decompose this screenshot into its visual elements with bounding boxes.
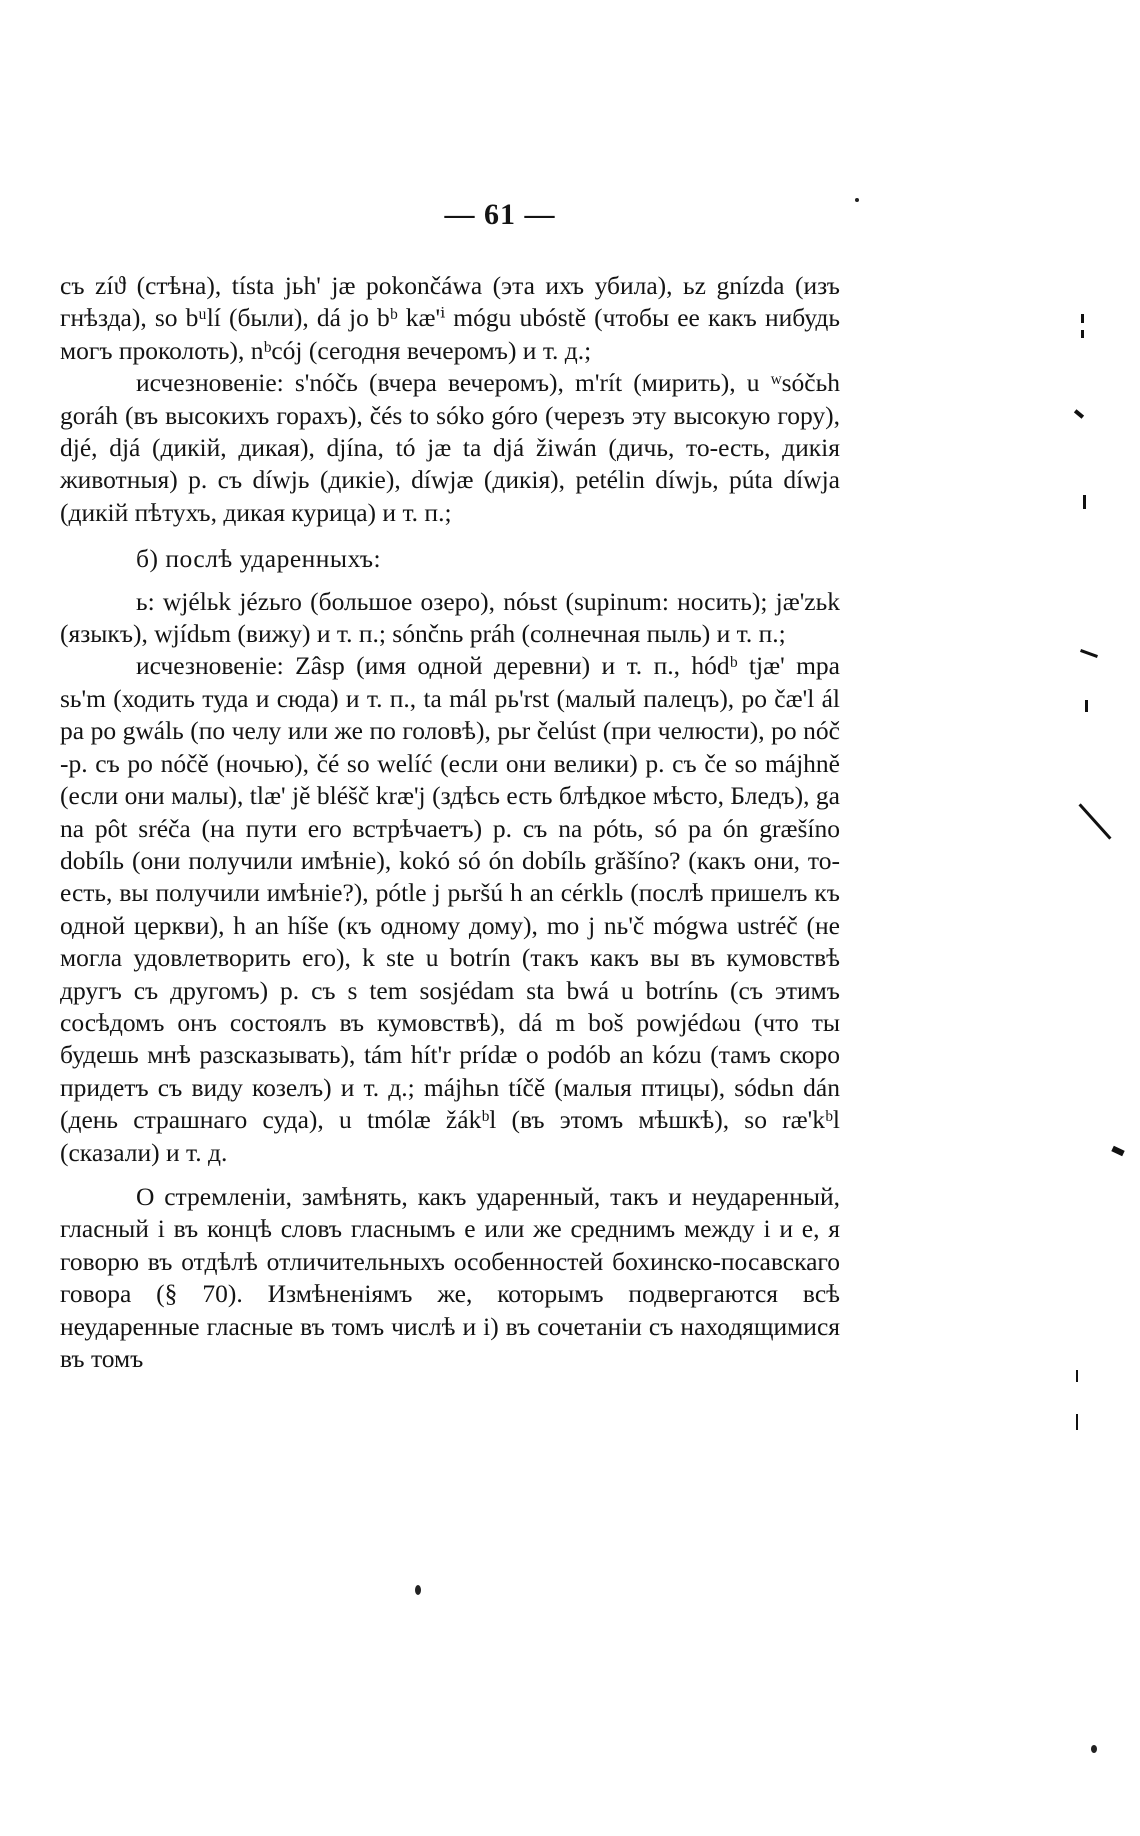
scan-mark: [1083, 495, 1086, 509]
paragraph-2: исчезновеніе: s'nóčь (вчера вечеромъ), m'rít (мирить), u ʷsóčьh goráh (въ высокихъ горахъ), čés to sóko góro (черезъ эту высокую гору), djé, djá (дикій, дикая), djína, tó jæ ta djá žiwán (дичь, то-есть, дикія животныя) р. съ díwjь (дикіе), díwjæ (дикія), petélin díwjь, púta díwja (дикій пѣтухъ, дикая курица) и т. п.;: [60, 368, 840, 527]
scan-mark: [1081, 330, 1084, 338]
scan-mark: [1076, 1370, 1078, 1382]
page-number: — 61 —: [444, 198, 556, 231]
scan-mark: [1076, 1414, 1078, 1430]
paragraph-5: О стремленіи, замѣнять, какъ ударенный, такъ и неударенный, гласный i въ концѣ словъ гласнымъ e или же среднимъ между i и e, я говорю въ отдѣлѣ отличительныхъ особенностей бохинско-посавскаго говора (§ 70). Измѣненіямъ же, которымъ подвергаются всѣ неударенные гласные въ томъ числѣ и i) въ сочетаніи съ находящимися въ томъ: [60, 1181, 840, 1373]
scan-mark: [1081, 314, 1084, 323]
scan-mark: [1078, 803, 1111, 839]
scan-mark: [1080, 649, 1098, 658]
scan-dot: [1091, 1745, 1097, 1753]
scan-mark: [1111, 1146, 1124, 1157]
scan-dot: [415, 1585, 421, 1595]
paragraph-3: ь: wjélьk jézьro (большое озеро), nóьst (supinum: носить); jæ'zьk (языкъ), wjídьm (вижу) и т. п.; sónčnь práh (солнечная пыль) и т. п.;: [60, 586, 840, 649]
scan-mark: [1074, 409, 1084, 418]
body-text: [60, 270, 840, 1375]
paragraph-4: исчезновеніе: Zâsp (имя одной деревни) и т. п., hódᵇ tjæ' mpa sь'm (ходить туда и сюда) и т. п., ta mál pь'rst (малый палецъ), po čæ'l ál pa po gwálь (по челу или же по головѣ), pьr čelúst (при челюсти), po nóč -р. съ po nóčě (ночью), čé so welíć (если они велики) р. съ če so májhně (если они малы), tlæ' jě bléšč kræ'j (здѣсь есть блѣдкое мѣсто, Бледъ), ga na pôt sréča (на пути его встрѣчаетъ) р. съ na pótь, só pa ón græšíno dobílь (они получили имѣніе), kokó só ón dobílь grǎšíno? (какъ они, то-есть, вы получили имѣніе?), pótle j pьršú h an cérklь (послѣ пришелъ къ одной церкви), h an híše (къ одному дому), mo j nь'č mógwa ustréč (не могла удовлетворить его), k ste u botrín (такъ какъ вы въ кумовствѣ другъ съ другомъ) р. съ s tem sosjédam sta bwá u botrínь (съ этимъ сосѣдомъ онъ состоялъ въ кумовствѣ), dá m boš powjédωu (что ты будешь мнѣ разсказывать), tám hít'r prídæ o podób an kózu (тамъ скоро придетъ съ виду козелъ) и т. д.; májhьn tíčě (малыя птицы), sódьn dán (день страшнаго суда), u tmólæ žákᵇl (въ этомъ мѣшкѣ), so ræ'kᵇl (сказали) и т. д.: [60, 651, 840, 1167]
scan-mark: [1085, 700, 1088, 712]
section-subheading: б) послѣ ударенныхъ:: [136, 544, 382, 574]
scan-dot: [855, 198, 859, 202]
paragraph-1: съ zíϑ (стѣна), tísta jьh' jæ pokončáwa (эта ихъ убила), ьz gnízda (изъ гнѣзда), so bᵘlí (были), dá jo bᵇ kæ'ⁱ mógu ubóstě (чтобы ее какъ нибудь могъ проколоть), nᵇcój (сегодня вечеромъ) и т. д.;: [60, 271, 840, 365]
